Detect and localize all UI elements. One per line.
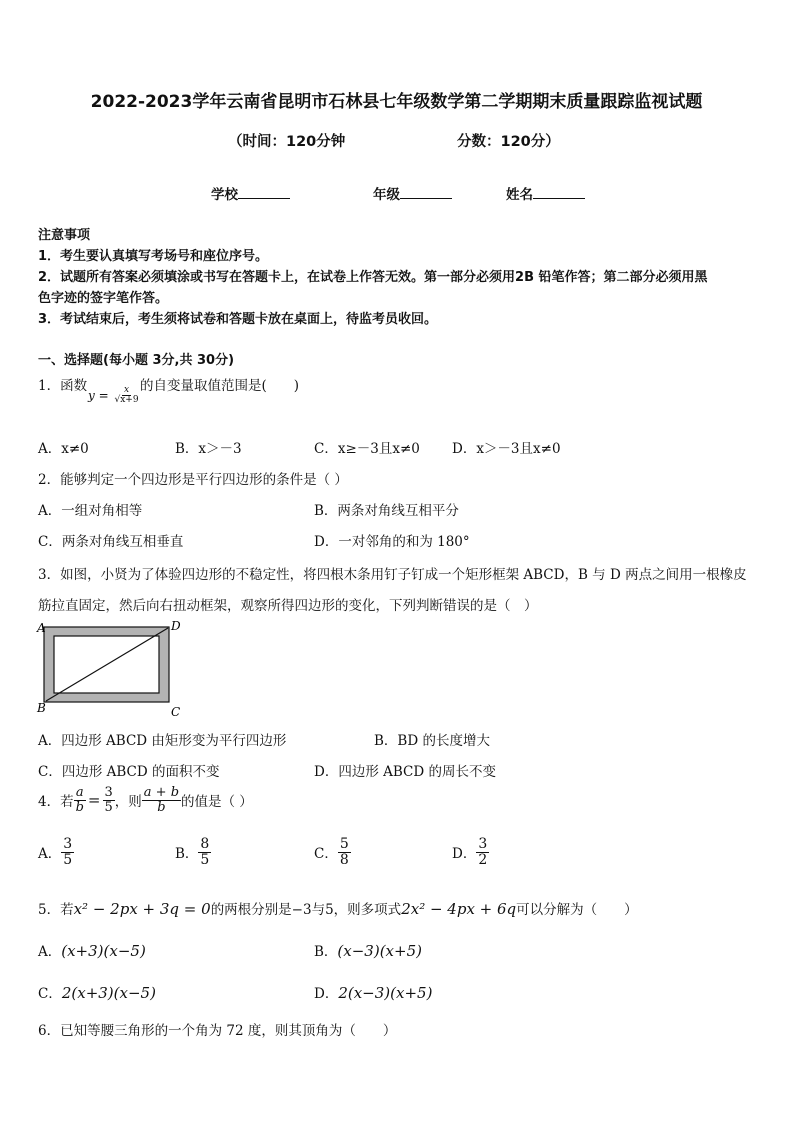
school-label: 学校 [211, 187, 238, 203]
q4-option-b-label: B． [175, 846, 199, 863]
q5-option-d-label: D． [314, 986, 339, 1002]
q3-label-c: C [171, 705, 181, 719]
q1-option-c[interactable]: C．x≥－3且x≠0 [314, 441, 420, 457]
q4-given-num: a [75, 785, 84, 800]
q1-option-d[interactable]: D．x＞－3且x≠0 [452, 441, 561, 457]
q1-func-fraction [112, 386, 140, 406]
q4-expr-fraction [142, 786, 181, 814]
exam-score: 分数：120分） [457, 134, 560, 150]
q1-option-b[interactable]: B．x＞－3 [175, 441, 242, 457]
q3-option-b[interactable]: B．BD 的长度增大 [374, 733, 490, 749]
q5-option-c-expr: 2(x+3)(x−5) [61, 984, 156, 1002]
q1-func-den: √x+9 [114, 395, 139, 406]
grade-blank[interactable] [400, 186, 452, 199]
q4-option-c-fraction [338, 837, 351, 867]
q1-tail: 的自变量取值范围是( ) [140, 378, 300, 394]
q4-equals: = [87, 791, 101, 810]
q2-stem: 2．能够判定一个四边形是平行四边形的条件是（ ） [38, 472, 348, 488]
name-blank[interactable] [533, 186, 585, 199]
q3-label-a: A [37, 621, 46, 635]
q5-lead: 5．若 [38, 902, 74, 918]
q3-rectangle-figure [34, 618, 194, 720]
q4-option-c-label: C． [314, 846, 338, 863]
q4-option-d-fraction [476, 837, 489, 867]
notice-item: 色字迹的签字笔作答。 [38, 291, 169, 306]
q4-option-b-fraction [198, 837, 211, 867]
school-blank[interactable] [238, 186, 290, 199]
q4-option-a[interactable] [38, 837, 74, 867]
q5-stem [38, 898, 638, 918]
q4-expr-num: a + b [143, 785, 180, 800]
q5-option-d[interactable] [314, 982, 432, 1002]
q5-tail: 可以分解为（ ） [516, 902, 638, 918]
q4-stem [38, 786, 253, 814]
school-field [211, 183, 290, 203]
q3-label-b: B [37, 701, 46, 715]
notice-item: 2．试题所有答案必须填涂或书写在答题卡上，在试卷上作答无效。第一部分必须用2B 铅笔作答；第二部分必须用黑 [38, 270, 708, 285]
q4-option-d[interactable] [452, 837, 489, 867]
q4-option-d-den: 2 [478, 851, 488, 868]
q3-stem-line1: 3．如图，小贤为了体验四边形的不稳定性，将四根木条用钉子钉成一个矩形框架 ABCD，B 与 D 两点之间用一根橡皮 [38, 567, 747, 583]
q4-option-a-label: A． [38, 846, 62, 863]
q4-option-b[interactable] [175, 837, 211, 867]
q1-function [88, 386, 141, 406]
q1-func-lhs: y = [88, 388, 109, 403]
q5-mid: 的两根分别是−3与5，则多项式 [210, 902, 402, 918]
q4-expr-den: b [157, 799, 166, 815]
exam-title: 2022-2023学年云南省昆明市石林县七年级数学第二学期期末质量跟踪监视试题 [90, 92, 703, 112]
q4-tail: 的值是（ ） [181, 794, 253, 811]
q4-option-c[interactable] [314, 837, 351, 867]
q5-option-b[interactable] [314, 940, 422, 960]
q4-option-a-den: 5 [63, 851, 73, 868]
q5-option-a-expr: (x+3)(x−5) [61, 942, 146, 960]
q4-value-num: 3 [104, 785, 113, 800]
exam-time: （时间：120分钟 [228, 134, 346, 150]
q3-label-d: D [171, 619, 181, 633]
q5-option-c-label: C． [38, 986, 62, 1002]
q1-option-a[interactable]: A．x≠0 [38, 441, 89, 457]
q4-option-a-num: 3 [63, 836, 73, 852]
q4-option-b-num: 8 [200, 836, 210, 852]
q4-option-c-den: 8 [339, 851, 349, 868]
name-field [506, 183, 585, 203]
q4-option-c-num: 5 [339, 836, 349, 852]
notice-heading: 注意事项 [38, 228, 91, 243]
q4-then: ，则 [114, 794, 142, 811]
q5-option-d-expr: 2(x−3)(x+5) [338, 984, 433, 1002]
name-label: 姓名 [506, 187, 533, 203]
q2-option-a[interactable]: A．一组对角相等 [38, 503, 143, 519]
q4-option-d-label: D． [452, 846, 477, 863]
q4-value-den: 5 [104, 799, 113, 815]
q5-option-c[interactable] [38, 982, 156, 1002]
notice-item: 3．考试结束后，考生须将试卷和答题卡放在桌面上，待监考员收回。 [38, 312, 438, 327]
q5-option-b-label: B． [314, 944, 338, 960]
grade-field [373, 183, 452, 203]
q4-value-fraction [103, 786, 115, 814]
q4-given-fraction [74, 786, 86, 814]
q4-given-den: b [75, 799, 84, 815]
q6-stem: 6．已知等腰三角形的一个角为 72 度，则其顶角为（ ） [38, 1023, 397, 1039]
q4-lead: 4．若 [38, 794, 74, 811]
q2-option-d[interactable]: D．一对邻角的和为 180° [314, 534, 470, 550]
q3-option-c[interactable]: C．四边形 ABCD 的面积不变 [38, 764, 220, 780]
q2-option-c[interactable]: C．两条对角线互相垂直 [38, 534, 184, 550]
q4-option-d-num: 3 [478, 836, 488, 852]
q3-option-a[interactable]: A．四边形 ABCD 由矩形变为平行四边形 [38, 733, 287, 749]
q3-option-d[interactable]: D．四边形 ABCD 的周长不变 [314, 764, 496, 780]
q5-option-b-expr: (x−3)(x+5) [337, 942, 422, 960]
q5-equation: x² − 2px + 3q = 0 [73, 900, 211, 918]
q4-option-b-den: 5 [200, 851, 210, 868]
q4-option-a-fraction [61, 837, 74, 867]
notice-item: 1．考生要认真填写考场号和座位序号。 [38, 249, 269, 264]
q2-option-b[interactable]: B．两条对角线互相平分 [314, 503, 459, 519]
q5-polynomial: 2x² − 4px + 6q [401, 900, 517, 918]
section-heading: 一、选择题(每小题 3分,共 30分) [38, 353, 235, 368]
q5-option-a[interactable] [38, 940, 146, 960]
grade-label: 年级 [373, 187, 400, 203]
q1-lead: 1．函数 [38, 378, 88, 394]
q3-stem-line2: 筋拉直固定，然后向右扭动框架，观察所得四边形的变化，下列判断错误的是（ ） [38, 598, 538, 614]
q1-func-num: x [123, 385, 130, 395]
q5-option-a-label: A． [38, 944, 62, 960]
